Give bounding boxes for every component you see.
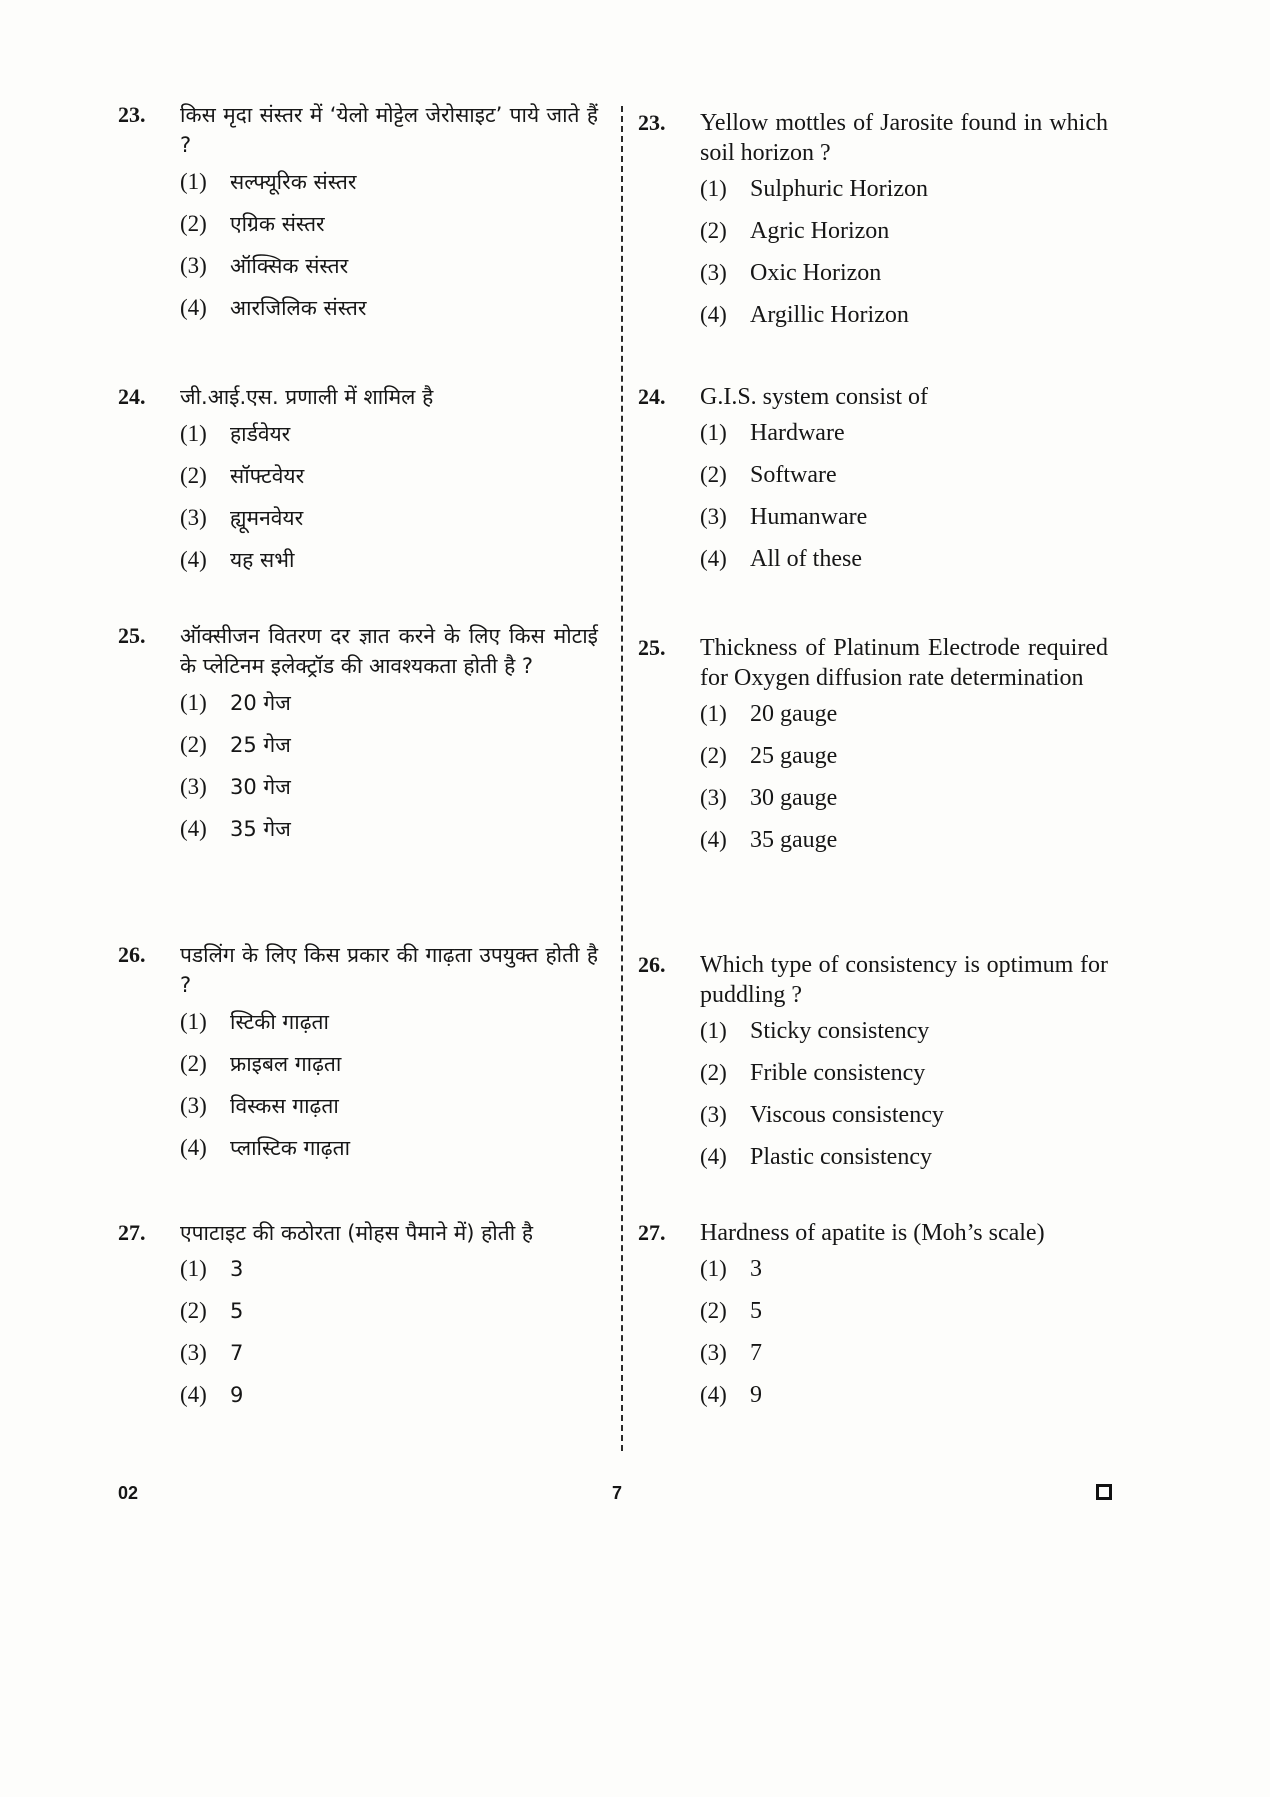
option-text: 3 — [750, 1256, 762, 1282]
option-number: (1) — [700, 1256, 727, 1281]
option-1 — [700, 420, 1108, 462]
option-number: (2) — [700, 218, 727, 243]
question-text: जी.आई.एस. प्रणाली में शामिल है — [180, 385, 434, 409]
option-text: Software — [750, 462, 837, 488]
option-number: (2) — [700, 1060, 727, 1085]
option-1 — [700, 1256, 1108, 1298]
question-number: 23. — [638, 110, 666, 135]
option-number: (4) — [700, 546, 727, 571]
question-number: 23. — [118, 102, 146, 127]
question-text: ऑक्सीजन वितरण दर ज्ञात करने के लिए किस मोटाई के प्लेटिनम इलेक्ट्रॉड की आवश्यकता होती है ? — [180, 624, 598, 678]
option-text: Plastic consistency — [750, 1144, 932, 1170]
option-text: 20 gauge — [750, 701, 838, 727]
option-list — [118, 689, 598, 857]
question-number: 24. — [118, 384, 146, 409]
option-number: (3) — [700, 1340, 727, 1365]
option-3 — [180, 252, 598, 294]
option-number: (4) — [180, 1135, 207, 1160]
option-number: (4) — [180, 1382, 207, 1407]
option-number: (1) — [180, 1009, 207, 1034]
question-24-english — [638, 382, 1108, 588]
question-text: एपाटाइट की कठोरता (मोहस पैमाने में) होती है — [180, 1221, 533, 1245]
option-1 — [700, 176, 1108, 218]
option-2 — [180, 462, 598, 504]
option-number: (4) — [700, 1382, 727, 1407]
option-3 — [700, 260, 1108, 302]
option-number: (1) — [180, 169, 207, 194]
option-text: 5 — [750, 1298, 762, 1324]
option-1 — [700, 1018, 1108, 1060]
option-list — [638, 1256, 1108, 1424]
option-text: Frible consistency — [750, 1060, 926, 1086]
option-3 — [700, 1340, 1108, 1382]
option-text: स्टिकी गाढ़ता — [230, 1010, 329, 1034]
option-text: 30 gauge — [750, 785, 838, 811]
option-2 — [180, 210, 598, 252]
question-23-hindi — [118, 100, 598, 336]
option-text: 3 — [230, 1257, 244, 1281]
option-2 — [180, 731, 598, 773]
option-list — [638, 176, 1108, 344]
option-4 — [700, 827, 1108, 869]
option-number: (3) — [180, 1340, 207, 1365]
option-text: आरजिलिक संस्तर — [230, 296, 367, 320]
option-number: (3) — [180, 1093, 207, 1118]
option-number: (2) — [180, 211, 207, 236]
question-number: 26. — [638, 952, 666, 977]
question-text: G.I.S. system consist of — [700, 384, 928, 410]
option-number: (2) — [180, 732, 207, 757]
question-number: 25. — [118, 623, 146, 648]
question-number: 27. — [638, 1220, 666, 1245]
option-text: Viscous consistency — [750, 1102, 944, 1128]
option-number: (4) — [180, 547, 207, 572]
option-text: सॉफ्टवेयर — [230, 464, 305, 488]
option-text: 9 — [750, 1382, 762, 1408]
option-2 — [700, 1298, 1108, 1340]
option-2 — [700, 1060, 1108, 1102]
option-2 — [180, 1298, 598, 1340]
option-text: यह सभी — [230, 548, 295, 572]
option-1 — [700, 701, 1108, 743]
option-list — [118, 1008, 598, 1176]
option-3 — [700, 1102, 1108, 1144]
option-2 — [700, 218, 1108, 260]
question-26-english — [638, 950, 1108, 1186]
option-2 — [700, 462, 1108, 504]
option-number: (4) — [180, 816, 207, 841]
option-2 — [180, 1050, 598, 1092]
question-23-english — [638, 108, 1108, 344]
option-text: Oxic Horizon — [750, 260, 882, 286]
option-4 — [700, 302, 1108, 344]
option-number: (4) — [700, 302, 727, 327]
option-number: (3) — [700, 1102, 727, 1127]
option-4 — [700, 1382, 1108, 1424]
option-text: Sticky consistency — [750, 1018, 930, 1044]
option-4 — [180, 815, 598, 857]
question-text: पडलिंग के लिए किस प्रकार की गाढ़ता उपयुक्त होती है ? — [180, 943, 598, 997]
option-number: (1) — [700, 1018, 727, 1043]
option-number: (3) — [180, 253, 207, 278]
option-number: (2) — [700, 1298, 727, 1323]
option-text: 35 gauge — [750, 827, 838, 853]
option-4 — [180, 294, 598, 336]
question-number: 26. — [118, 942, 146, 967]
question-text: Thickness of Platinum Electrode required for Oxygen diffusion rate determination — [700, 635, 1108, 691]
option-text: Argillic Horizon — [750, 302, 909, 328]
option-text: Humanware — [750, 504, 868, 530]
option-text: 9 — [230, 1383, 244, 1407]
option-4 — [180, 1134, 598, 1176]
option-number: (1) — [700, 701, 727, 726]
option-text: 30 गेज — [230, 775, 291, 799]
option-3 — [700, 785, 1108, 827]
option-number: (4) — [700, 1144, 727, 1169]
option-text: All of these — [750, 546, 862, 572]
option-number: (3) — [700, 260, 727, 285]
option-text: 7 — [750, 1340, 762, 1366]
option-text: 5 — [230, 1299, 244, 1323]
question-text: किस मृदा संस्तर में ‘येलो मोट्टेल जेरोसाइट’ पाये जाते हैं ? — [180, 103, 598, 157]
option-text: प्लास्टिक गाढ़ता — [230, 1136, 351, 1160]
question-25-english — [638, 633, 1108, 869]
option-number: (4) — [180, 295, 207, 320]
option-text: Hardware — [750, 420, 845, 446]
option-1 — [180, 168, 598, 210]
question-25-hindi — [118, 621, 598, 857]
option-text: 25 गेज — [230, 733, 291, 757]
option-text: Sulphuric Horizon — [750, 176, 928, 202]
option-text: फ्राइबल गाढ़ता — [230, 1052, 342, 1076]
option-number: (1) — [700, 420, 727, 445]
option-number: (2) — [180, 1298, 207, 1323]
question-number: 25. — [638, 635, 666, 660]
option-number: (3) — [180, 505, 207, 530]
option-4 — [180, 546, 598, 588]
option-text: 20 गेज — [230, 691, 291, 715]
option-text: विस्कस गाढ़ता — [230, 1094, 339, 1118]
option-3 — [180, 504, 598, 546]
option-3 — [180, 773, 598, 815]
option-list — [638, 420, 1108, 588]
option-number: (2) — [180, 1051, 207, 1076]
option-3 — [180, 1092, 598, 1134]
option-list — [118, 168, 598, 336]
option-3 — [180, 1340, 598, 1382]
page-number: 7 — [612, 1483, 623, 1503]
question-text: Which type of consistency is optimum for puddling ? — [700, 952, 1108, 1008]
option-1 — [180, 420, 598, 462]
question-26-hindi — [118, 940, 598, 1176]
question-27-english — [638, 1218, 1108, 1424]
question-24-hindi — [118, 382, 598, 588]
option-4 — [700, 546, 1108, 588]
option-list — [638, 701, 1108, 869]
option-3 — [700, 504, 1108, 546]
option-1 — [180, 1256, 598, 1298]
option-text: हार्डवेयर — [230, 422, 291, 446]
option-1 — [180, 1008, 598, 1050]
option-number: (1) — [700, 176, 727, 201]
option-4 — [180, 1382, 598, 1424]
option-2 — [700, 743, 1108, 785]
question-number: 27. — [118, 1220, 146, 1245]
option-list — [118, 1256, 598, 1424]
option-number: (3) — [700, 504, 727, 529]
option-text: Agric Horizon — [750, 218, 890, 244]
option-number: (3) — [180, 774, 207, 799]
option-text: सल्फ्यूरिक संस्तर — [230, 170, 357, 194]
option-text: 7 — [230, 1341, 244, 1365]
option-text: एग्रिक संस्तर — [230, 212, 325, 236]
option-text: ऑक्सिक संस्तर — [230, 254, 349, 278]
option-4 — [700, 1144, 1108, 1186]
option-text: 25 gauge — [750, 743, 838, 769]
option-text: ह्यूमनवेयर — [230, 506, 304, 530]
question-text: Yellow mottles of Jarosite found in which soil horizon ? — [700, 110, 1108, 166]
option-list — [638, 1018, 1108, 1186]
option-text: 35 गेज — [230, 817, 291, 841]
option-number: (1) — [180, 421, 207, 446]
column-divider — [621, 106, 623, 1451]
option-number: (2) — [180, 463, 207, 488]
option-number: (1) — [180, 690, 207, 715]
booklet-code: 02 — [118, 1483, 139, 1503]
option-number: (1) — [180, 1256, 207, 1281]
option-number: (2) — [700, 462, 727, 487]
option-number: (3) — [700, 785, 727, 810]
option-list — [118, 420, 598, 588]
option-number: (4) — [700, 827, 727, 852]
option-number: (2) — [700, 743, 727, 768]
option-1 — [180, 689, 598, 731]
question-number: 24. — [638, 384, 666, 409]
question-text: Hardness of apatite is (Moh’s scale) — [700, 1220, 1045, 1246]
square-mark-icon — [1096, 1484, 1112, 1500]
question-27-hindi — [118, 1218, 598, 1424]
